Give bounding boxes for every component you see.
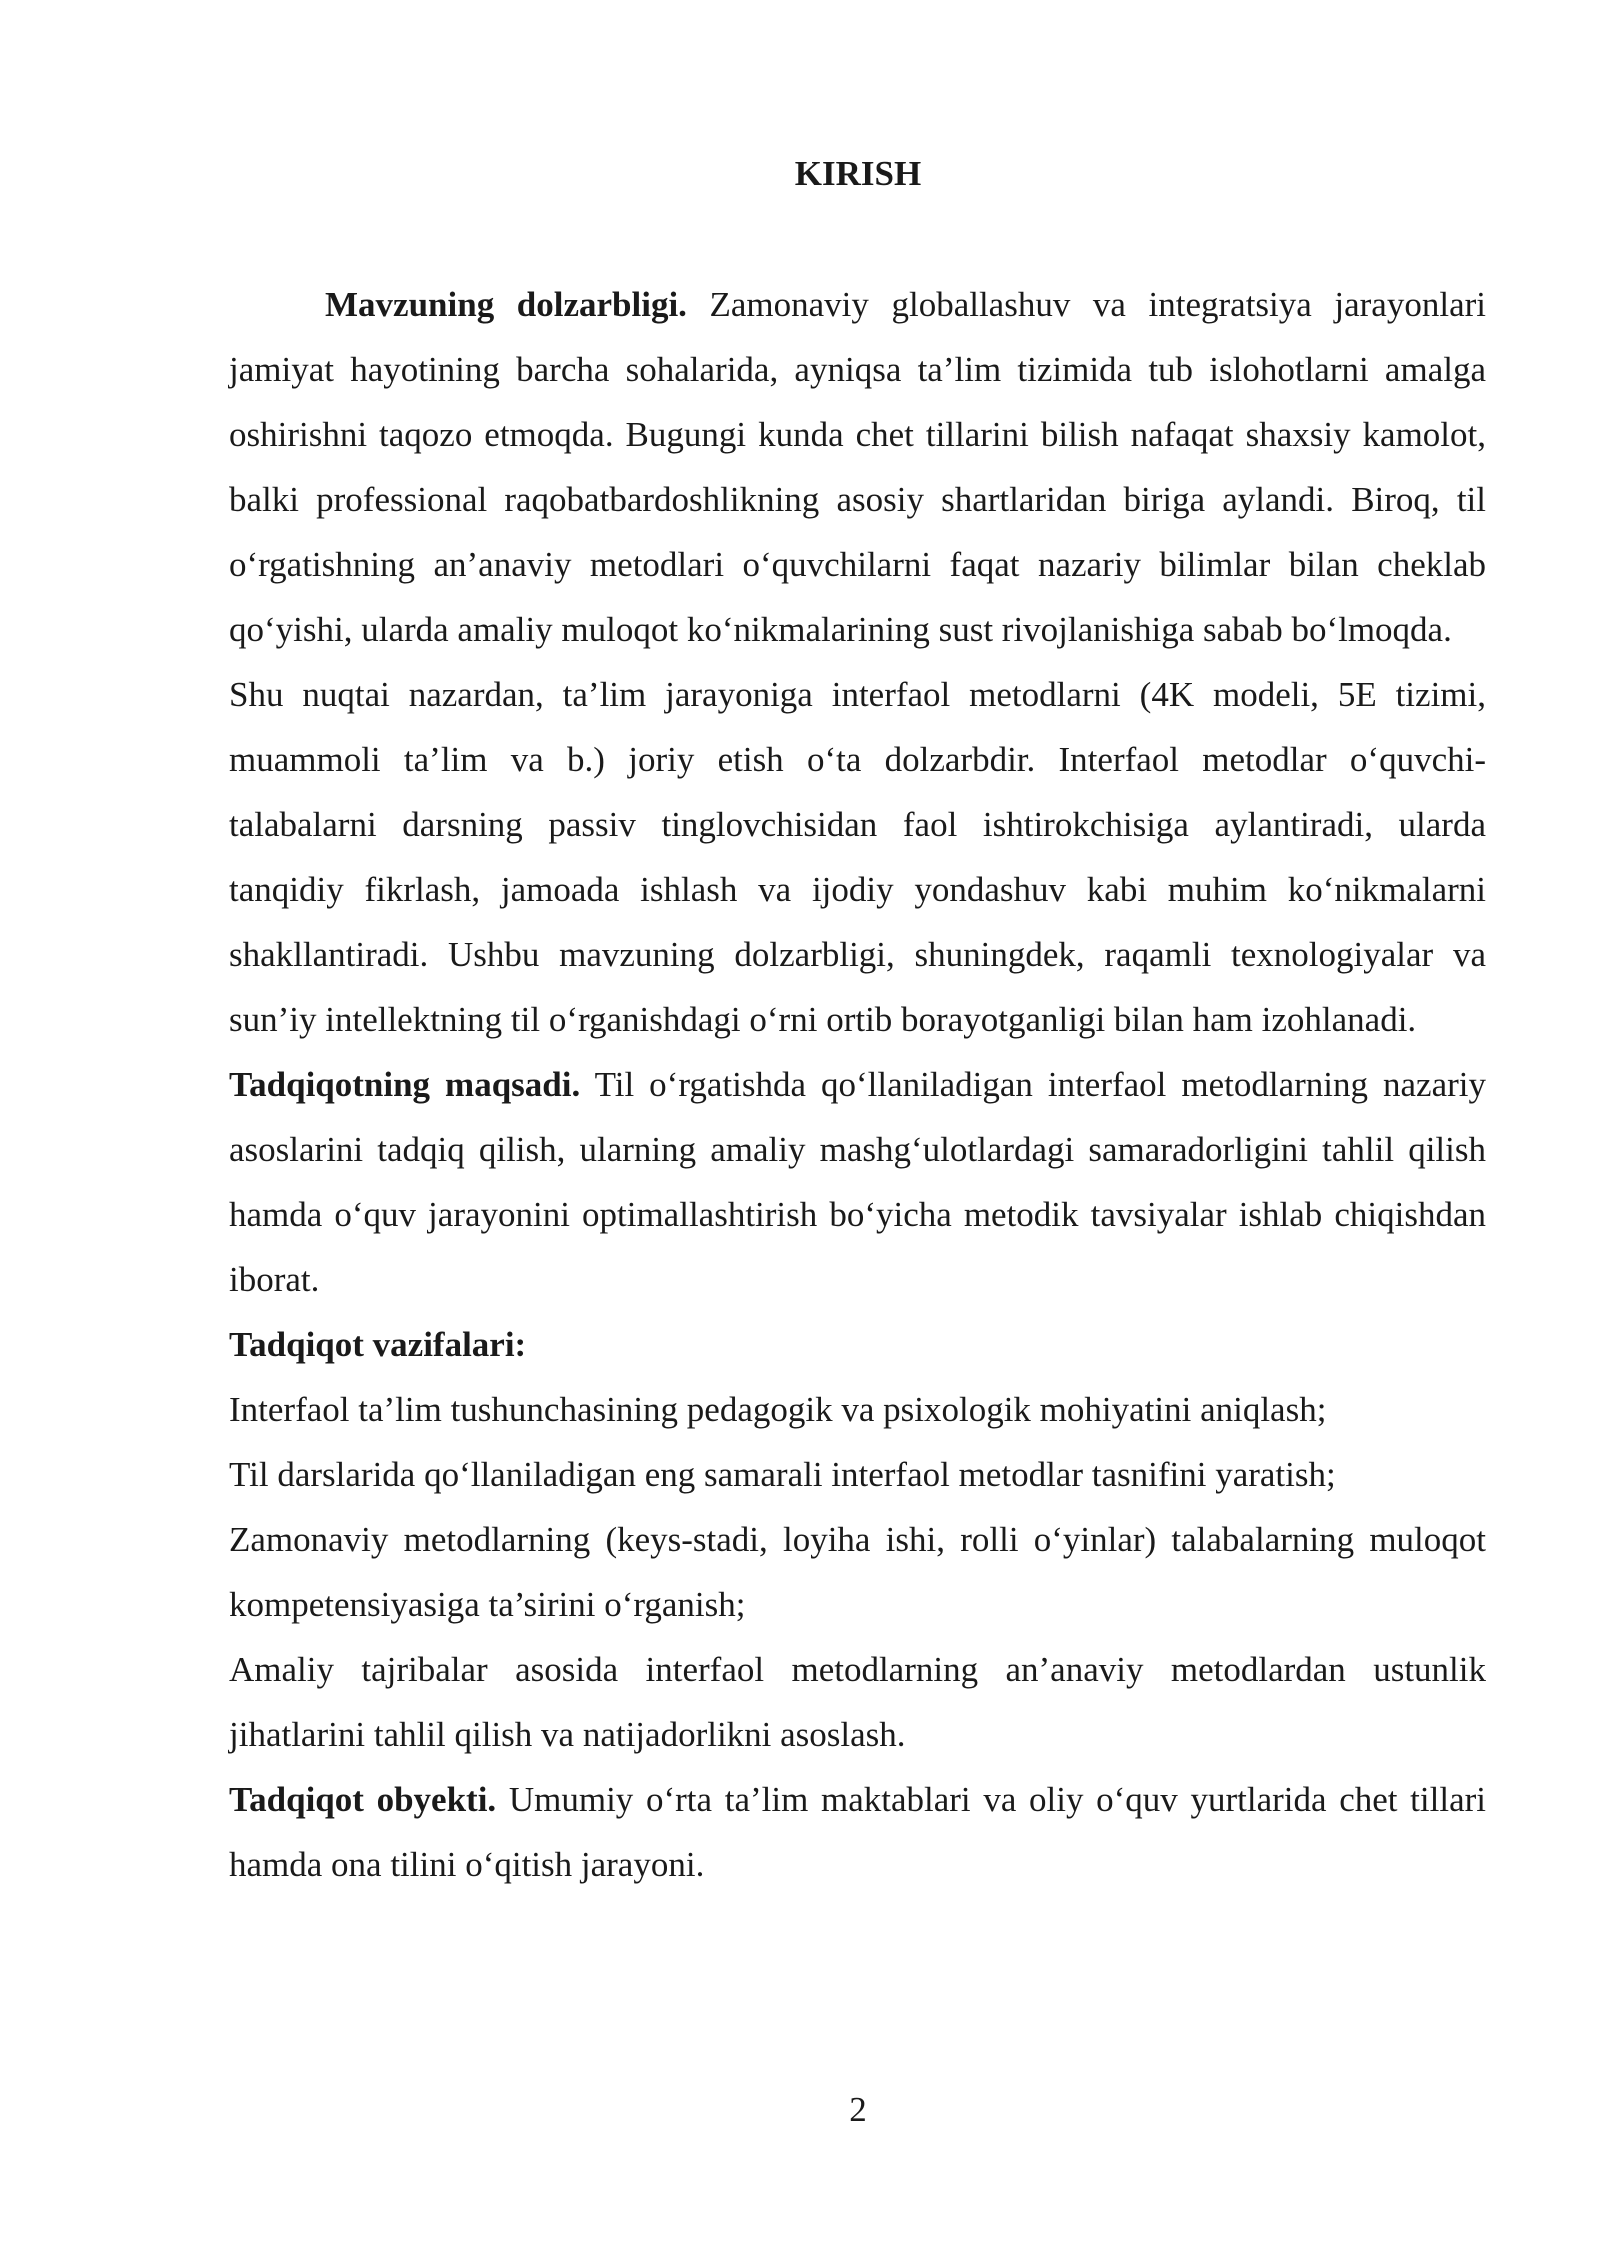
paragraph-lead: Tadqiqot vazifalari:: [229, 1325, 527, 1364]
paragraph-research-object: [229, 1767, 1486, 1897]
paragraph-text: Amaliy tajribalar asosida interfaol metodlarning an’anaviy metodlardan ustunlik jihatlarini tahlil qilish va natijadorlikni asoslash.: [229, 1650, 1486, 1754]
page-number: 2: [849, 2090, 867, 2129]
paragraph-interactive-methods: [229, 662, 1486, 1052]
section-heading: KIRISH: [794, 154, 922, 193]
list-item: [229, 1507, 1486, 1637]
paragraph-research-tasks-heading: [229, 1312, 1486, 1377]
paragraph-text: Til o‘rgatishda qo‘llaniladigan interfaol metodlarning nazariy asoslarini tadqiq qilish, ularning amaliy mashg‘ulotlardagi samaradorligini tahlil qilish hamda o‘quv jarayonini optimallashtirish bo‘yicha metodik tavsiyalar ishlab chiqishdan iborat.: [229, 1065, 1486, 1299]
list-item: [229, 1442, 1486, 1507]
paragraph-text: Til darslarida qo‘llaniladigan eng samarali interfaol metodlar tasnifini yaratish;: [229, 1455, 1336, 1494]
list-item: [229, 1637, 1486, 1767]
paragraph-research-goal: [229, 1052, 1486, 1312]
paragraph-lead: Mavzuning dolzarbligi.: [325, 285, 687, 324]
list-item: [229, 1377, 1486, 1442]
paragraph-lead: Tadqiqot obyekti.: [229, 1780, 497, 1819]
paragraph-text: Zamonaviy globallashuv va integratsiya jarayonlari jamiyat hayotining barcha sohalarida, ayniqsa ta’lim tizimida tub islohotlarni amalga oshirishni taqozo etmoqda. Bugungi kunda chet tillarini bilish nafaqat shaxsiy kamolot, balki professional raqobatbardoshlikning asosiy shartlaridan biriga aylandi. Biroq, til o‘rgatishning an’anaviy metodlari o‘quvchilarni faqat nazariy bilimlar bilan cheklab qo‘yishi, ularda amaliy muloqot ko‘nikmalarining sust rivojlanishiga sabab bo‘lmoqda.: [229, 285, 1486, 649]
paragraph-text: Umumiy o‘rta ta’lim maktablari va oliy o‘quv yurtlarida chet tillari hamda ona tilini o‘qitish jarayoni.: [229, 1780, 1486, 1884]
paragraph-text: Interfaol ta’lim tushunchasining pedagogik va psixologik mohiyatini aniqlash;: [229, 1390, 1327, 1429]
paragraph-text: Shu nuqtai nazardan, ta’lim jarayoniga interfaol metodlarni (4K modeli, 5E tizimi, muammoli ta’lim va b.) joriy etish o‘ta dolzarbdir. Interfaol metodlar o‘quvchi-talabalarni darsning passiv tinglovchisidan faol ishtirokchisiga aylantiradi, ularda tanqidiy fikrlash, jamoada ishlash va ijodiy yondashuv kabi muhim ko‘nikmalarni shakllantiradi. Ushbu mavzuning dolzarbligi, shuningdek, raqamli texnologiyalar va sun’iy intellektning til o‘rganishdagi o‘rni ortib borayotganligi bilan ham izohlanadi.: [229, 675, 1486, 1039]
paragraph-text: Zamonaviy metodlarning (keys-stadi, loyiha ishi, rolli o‘yinlar) talabalarning muloqot kompetensiyasiga ta’sirini o‘rganish;: [229, 1520, 1486, 1624]
paragraph-relevance: [229, 272, 1486, 662]
paragraph-lead: Tadqiqotning maqsadi.: [229, 1065, 581, 1104]
body-text: [229, 272, 1486, 1897]
